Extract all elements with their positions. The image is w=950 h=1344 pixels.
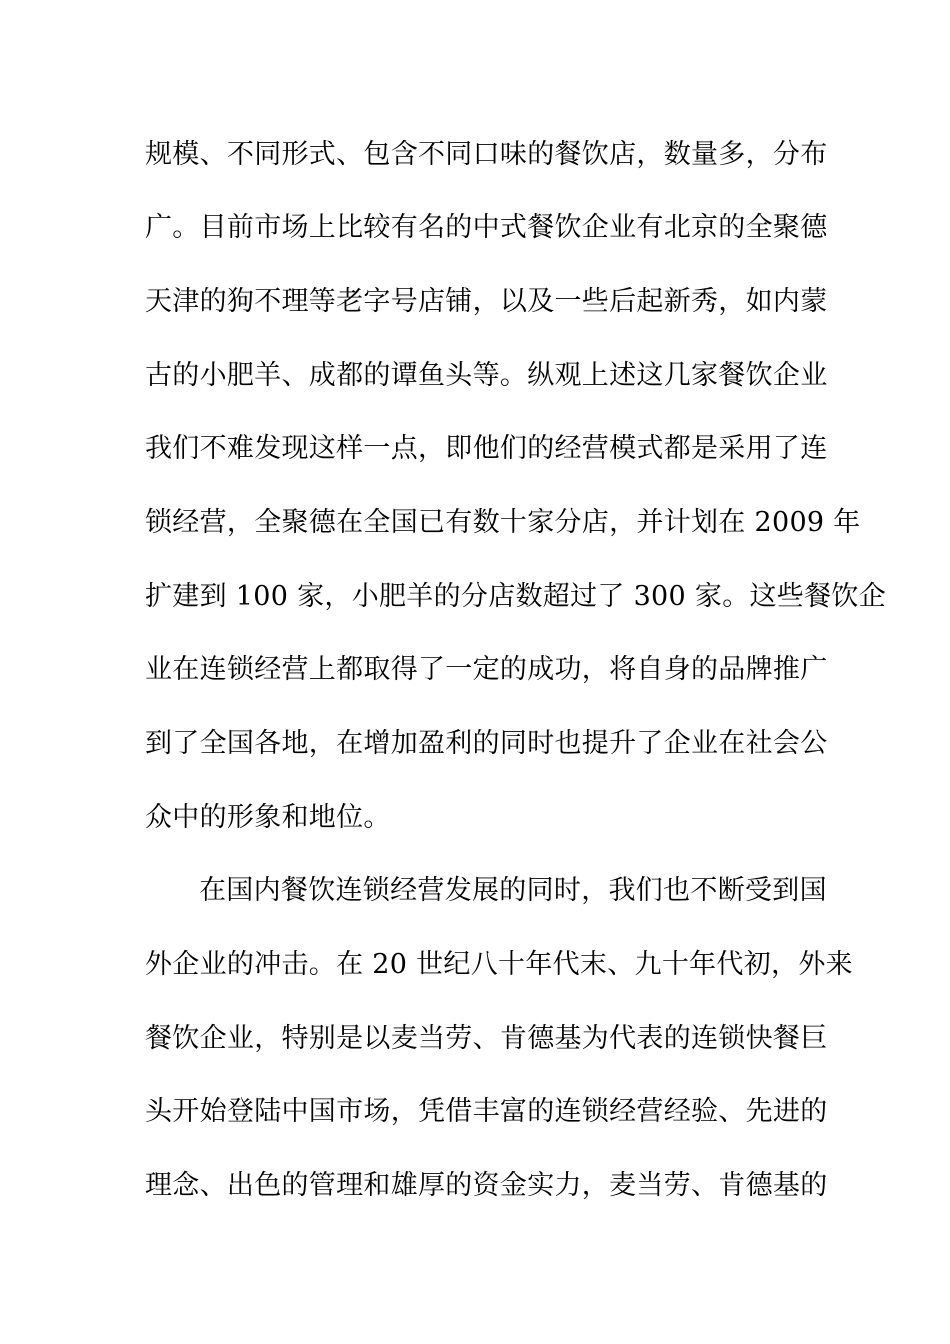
paragraph-line: 外企业的冲击。在 20 世纪八十年代末、九十年代初，外来 — [145, 949, 853, 980]
paragraph-last-line: 众中的形象和地位。 — [145, 802, 391, 833]
paragraph-line: 我们不难发现这样一点，即他们的经营模式都是采用了连 — [145, 433, 828, 464]
paragraph-line: 广。目前市场上比较有名的中式餐饮企业有北京的全聚德 — [145, 212, 828, 243]
paragraph-line: 餐饮企业，特别是以麦当劳、肯德基为代表的连锁快餐巨 — [145, 1023, 828, 1054]
paragraph-line: 扩建到 100 家，小肥羊的分店数超过了 300 家。这些餐饮企 — [145, 581, 886, 612]
paragraph-line: 规模、不同形式、包含不同口味的餐饮店，数量多，分布 — [145, 139, 828, 170]
paragraph-line: 古的小肥羊、成都的谭鱼头等。纵观上述这几家餐饮企业 — [145, 360, 828, 391]
paragraph-line: 头开始登陆中国市场，凭借丰富的连锁经营经验、先进的 — [145, 1096, 828, 1127]
paragraph-line: 天津的狗不理等老字号店铺，以及一些后起新秀，如内蒙 — [145, 286, 828, 317]
paragraph-line: 业在连锁经营上都取得了一定的成功，将自身的品牌推广 — [145, 654, 828, 685]
paragraph-line: 理念、出色的管理和雄厚的资金实力，麦当劳、肯德基的 — [145, 1170, 828, 1201]
paragraph-line: 到了全国各地，在增加盈利的同时也提升了企业在社会公 — [145, 728, 828, 759]
paragraph-first-line: 在国内餐饮连锁经营发展的同时，我们也不断受到国 — [199, 875, 827, 906]
paragraph-line: 锁经营，全聚德在全国已有数十家分店，并计划在 2009 年 — [145, 507, 861, 538]
